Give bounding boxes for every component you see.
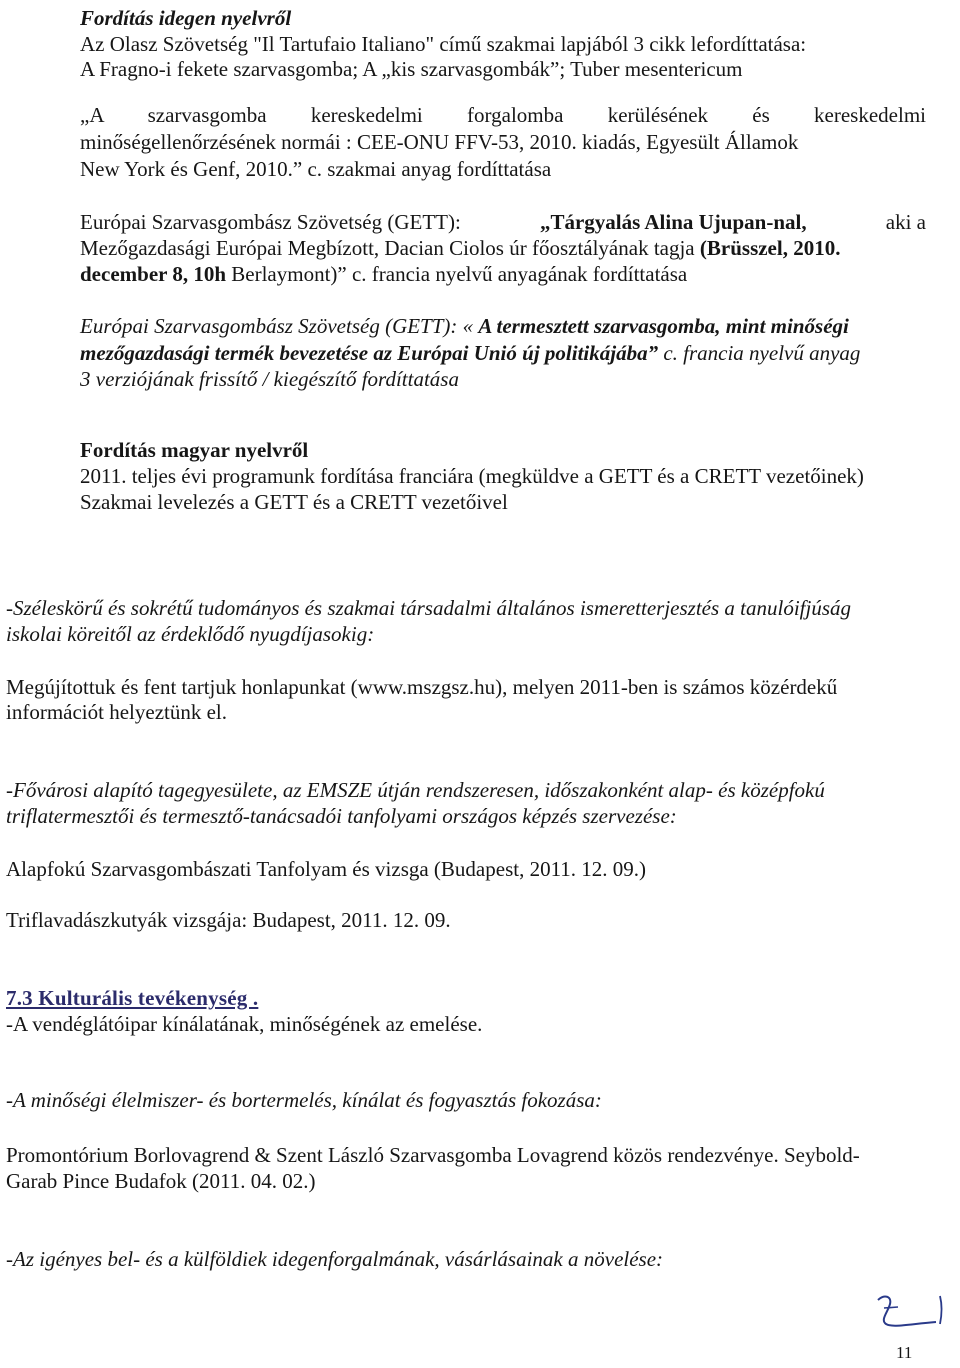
paragraph-line: New York és Genf, 2010.” c. szakmai anyag fordíttatása — [80, 157, 552, 181]
text-run-italic: Európai Szarvasgombász Szövetség (GETT): « — [80, 314, 479, 338]
paragraph-line — [80, 236, 840, 261]
paragraph-line: triflatermesztői és termesztő-tanácsadói tanfolyami országos képzés szervezése: — [6, 804, 677, 828]
paragraph-line: iskolai köreitől az érdeklődő nyugdíjasokig: — [6, 622, 375, 646]
paragraph-line: információt helyeztünk el. — [6, 700, 228, 724]
paragraph-line: Szakmai levelezés a GETT és a CRETT vezetőivel — [80, 490, 508, 514]
paragraph-line: Megújítottuk és fent tartjuk honlapunkat (www.mszgsz.hu), melyen 2011-ben is számos közérdekű — [6, 675, 838, 699]
paragraph-line: A Fragno-i fekete szarvasgomba; A „kis szarvasgombák”; Tuber mesentericum — [80, 57, 743, 81]
paragraph-line: -A minőségi élelmiszer- és bortermelés, kínálat és fogyasztás fokozása: — [6, 1088, 602, 1112]
text-run: Mezőgazdasági Európai Megbízott, Dacian Ciolos úr főosztályának tagja — [80, 236, 700, 260]
heading-foreign-translation: Fordítás idegen nyelvről — [80, 6, 292, 30]
paragraph-line — [80, 262, 687, 287]
paragraph-line: Promontórium Borlovagrend & Szent László Szarvasgomba Lovagrend közös rendezvénye. Seybold- — [6, 1143, 860, 1167]
paragraph-line: -A vendéglátóipar kínálatának, minőségének az emelése. — [6, 1012, 483, 1036]
paragraph-line: Triflavadászkutyák vizsgája: Budapest, 2011. 12. 09. — [6, 908, 451, 932]
signature-mark — [870, 1290, 950, 1334]
paragraph-line — [80, 314, 849, 339]
text-run: Európai Szarvasgombász Szövetség (GETT): — [80, 210, 461, 234]
paragraph-line: „A szarvasgomba kereskedelmi forgalomba kerülésének és kereskedelmi — [80, 103, 926, 127]
paragraph-line: minőségellenőrzésének normái : CEE-ONU FFV-53, 2010. kiadás, Egyesült Államok — [80, 130, 799, 154]
paragraph-line: -Széleskörű és sokrétű tudományos és szakmai társadalmi általános ismeretterjesztés a tanulóifjúság — [6, 596, 852, 620]
paragraph-line: -Fővárosi alapító tagegyesülete, az EMSZE útján rendszeresen, időszakonként alap- és középfokú — [6, 778, 825, 802]
paragraph-line: 2011. teljes évi programunk fordítása franciára (megküldve a GETT és a CRETT vezetőinek) — [80, 464, 864, 488]
paragraph-line: Alapfokú Szarvasgombászati Tanfolyam és vizsga (Budapest, 2011. 12. 09.) — [6, 857, 647, 881]
text-run-bold-italic: mezőgazdasági termék bevezetése az Európai Unió új politikájába” — [80, 341, 659, 365]
paragraph-line: -Az igényes bel- és a külföldiek idegenforgalmának, vásárlásainak a növelése: — [6, 1247, 664, 1271]
text-run-bold: „Tárgyalás Alina Ujupan-nal, — [539, 210, 807, 234]
text-run-bold: (Brüsszel, 2010. — [699, 236, 841, 260]
paragraph-line — [80, 210, 926, 235]
section-link-cultural-activity[interactable]: 7.3 Kulturális tevékenység . — [6, 986, 259, 1010]
text-run-bold-italic: A termesztett szarvasgomba, mint minőségi — [478, 314, 849, 338]
text-run: Berlaymont)” c. francia nyelvű anyagának fordíttatása — [226, 262, 688, 286]
page-number: 11 — [896, 1343, 913, 1362]
text-run-italic: c. francia nyelvű anyag — [658, 341, 861, 365]
heading-hungarian-translation: Fordítás magyar nyelvről — [80, 438, 309, 462]
text-run: aki a — [885, 210, 926, 234]
paragraph-line: Garab Pince Budafok (2011. 04. 02.) — [6, 1169, 316, 1193]
paragraph-line — [80, 341, 860, 366]
paragraph-line: 3 verziójának frissítő / kiegészítő fordíttatása — [80, 367, 459, 391]
text-run-bold: december 8, 10h — [80, 262, 227, 286]
paragraph-line: Az Olasz Szövetség "Il Tartufaio Italiano" című szakmai lapjából 3 cikk lefordíttatása: — [80, 32, 807, 56]
